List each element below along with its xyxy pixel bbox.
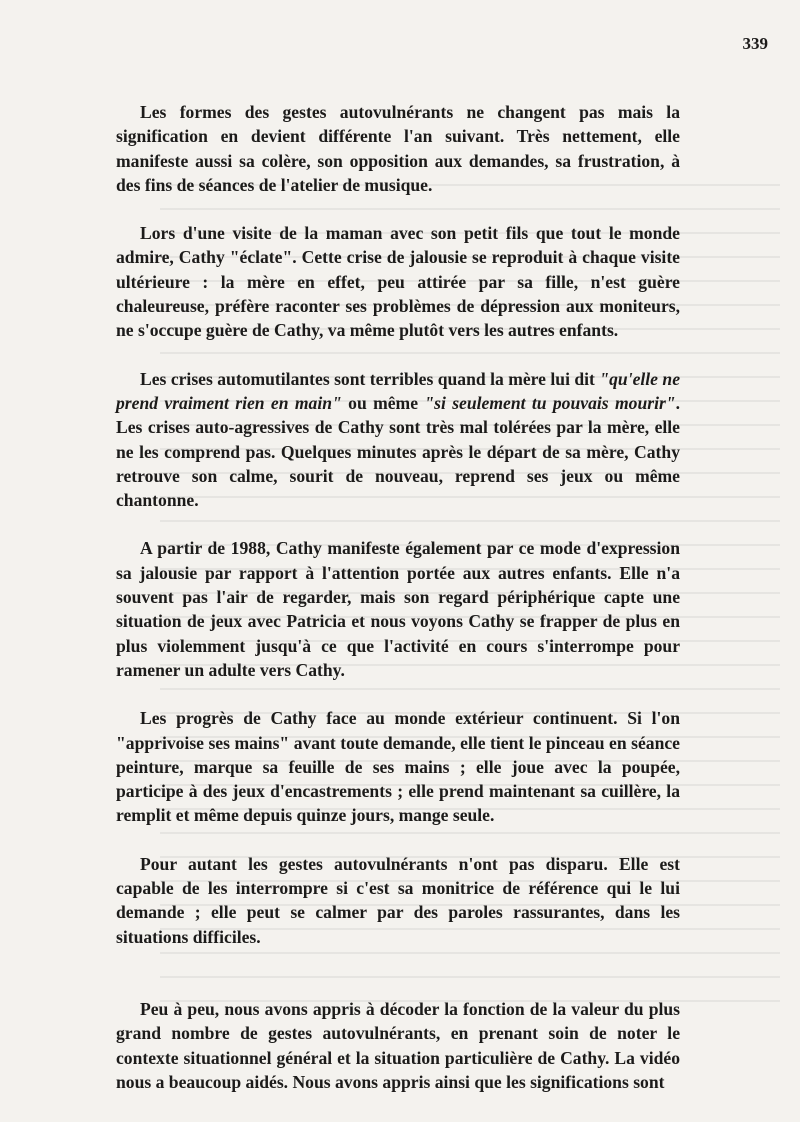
- paragraph-1: Les formes des gestes autovulnérants ne changent pas mais la signification en devient différente l'an suivant. Très nettement, elle manifeste aussi sa colère, son opposition aux demandes, sa frustration, à des fins de séances de l'atelier de musique.: [116, 102, 680, 195]
- body-text: [116, 100, 680, 1094]
- paragraph-3-after: . Les crises auto-agressives de Cathy sont très mal tolérées par la mère, elle ne les comprend pas. Quelques minutes après le départ de sa mère, Cathy retrouve son calme, sourit de nouveau, reprend ses jeux ou même chantonne.: [116, 392, 680, 511]
- paragraph-5: Les progrès de Cathy face au monde extérieur continuent. Si l'on "apprivoise ses mains" avant toute demande, elle tient le pinceau en séance peinture, marque sa feuille de ses mains ; elle joue avec la poupée, participe à des jeux d'encastrements ; elle prend maintenant sa cuillère, la remplit et même depuis quinze jours, mange seule.: [116, 708, 680, 826]
- paragraph-4: A partir de 1988, Cathy manifeste également par ce mode d'expression sa jalousie par rapport à l'attention portée aux autres enfants. Elle n'a souvent pas l'air de regarder, mais son regard périphérique capte une situation de jeux avec Patricia et nous voyons Cathy se frapper de plus en plus violemment jusqu'à ce que l'activité en cours s'interrompe pour ramener un adulte vers Cathy.: [116, 538, 680, 680]
- quote-2: "si seulement tu pouvais mourir": [424, 392, 676, 413]
- quote-1: "qu'elle ne prend vraiment rien en main": [116, 368, 681, 413]
- paragraph-2: Lors d'une visite de la maman avec son petit fils que tout le monde admire, Cathy "éclate". Cette crise de jalousie se reproduit à chaque visite ultérieure : la mère en effet, peu attirée par sa fille, n'est guère chaleureuse, préfère raconter ses problèmes de dépression aux moniteurs, ne s'occupe guère de Cathy, va même plutôt vers les autres enfants.: [116, 223, 680, 341]
- paragraph-6: Pour autant les gestes autovulnérants n'ont pas disparu. Elle est capable de les interrompre si c'est sa monitrice de référence qui le lui demande ; elle peut se calmer par des paroles rassurantes, dans les situations difficiles.: [116, 853, 680, 947]
- paragraph-3: [116, 367, 680, 513]
- page-number: 339: [742, 34, 768, 53]
- paragraph-3-middle: ou même: [341, 392, 425, 413]
- paragraph-3-before: Les crises automutilantes sont terribles quand la mère lui dit: [140, 368, 600, 389]
- paragraph-7: Peu à peu, nous avons appris à décoder la fonction de la valeur du plus grand nombre de gestes autovulnérants, en prenant soin de noter le contexte situationnel général et la situation particulière de Cathy. La vidéo nous a beaucoup aidés. Nous avons appris ainsi que les significations sont: [116, 998, 680, 1092]
